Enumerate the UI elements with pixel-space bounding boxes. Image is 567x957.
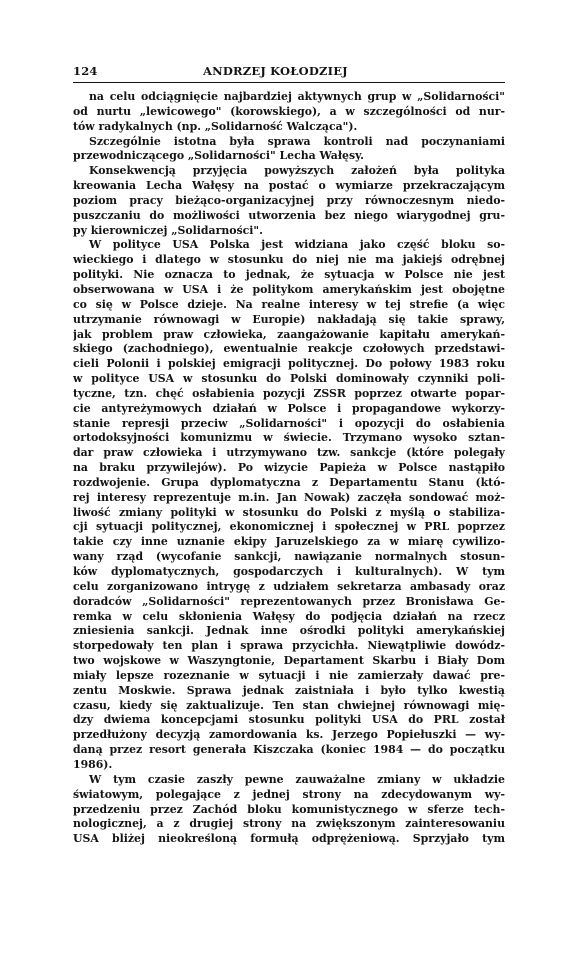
text-line: remka w celu skłonienia Wałęsy do podjęcia działań na rzecz bbox=[73, 609, 505, 623]
paragraph bbox=[73, 773, 505, 847]
text-line: puszczaniu do możliwości utworzenia bez niego wiarygodnej gru- bbox=[73, 208, 505, 222]
running-head bbox=[73, 64, 505, 83]
text-line: poziom pracy bieżąco-organizacyjnej przy równoczesnym niedo- bbox=[73, 193, 505, 207]
text-line: tyczne, tzn. chęć osłabienia pozycji ZSSR poprzez otwarte popar- bbox=[73, 386, 505, 400]
text-line: cieli Polonii i polskiej emigracji politycznej. Do połowy 1983 roku bbox=[73, 357, 505, 371]
text-line: stanie represji przeciw „Solidarności" i opozycji do osłabienia bbox=[73, 416, 505, 430]
text-line: zniesienia sankcji. Jednak inne ośrodki polityki amerykańskiej bbox=[73, 624, 505, 638]
text-line: py kierowniczej „Solidarności". bbox=[73, 223, 263, 237]
text-line: cie antyreżymowych działań w Polsce i propagandowe wykorzy- bbox=[73, 401, 505, 415]
running-head-author: ANDRZEJ KOŁODZIEJ bbox=[203, 64, 348, 78]
text-line: cji sytuacji politycznej, ekonomicznej i społecznej w PRL poprzez bbox=[73, 520, 505, 534]
text-line: dzy dwiema koncepcjami stosunku polityki USA do PRL został bbox=[73, 713, 505, 727]
text-line: wieckiego i dlatego w stosunku do niej nie ma jakiejś odrębnej bbox=[73, 253, 505, 267]
text-line: daną przez resort generała Kiszczaka (koniec 1984 — do początku bbox=[73, 743, 505, 757]
text-line: two wojskowe w Waszyngtonie, Departament Skarbu i Biały Dom bbox=[73, 654, 505, 668]
text-line: tów radykalnych (np. „Solidarność Walcząca"). bbox=[73, 119, 358, 133]
paragraph bbox=[73, 164, 505, 238]
paragraph bbox=[73, 135, 505, 165]
text-line: doradców „Solidarności" reprezentowanych przez Bronisława Ge- bbox=[73, 594, 505, 608]
paragraph bbox=[73, 90, 505, 135]
book-page bbox=[73, 64, 505, 847]
text-line: polityki. Nie oznacza to jednak, że sytuacja w Polsce nie jest bbox=[73, 268, 505, 282]
text-line: ortodoksyjności komunizmu w świecie. Trzymano wysoko sztan- bbox=[73, 431, 505, 445]
text-line: storpedowały ten plan i sprawa przycichła. Niewątpliwie dowódz- bbox=[73, 639, 505, 653]
page-number: 124 bbox=[73, 64, 98, 78]
text-line: zentu Moskwie. Sprawa jednak zaistniała i było tylko kwestią bbox=[73, 683, 505, 697]
text-line: Szczególnie istotna była sprawa kontroli nad poczynaniami bbox=[89, 134, 505, 148]
text-line: rozdwojenie. Grupa dyplomatyczna z Departamentu Stanu (któ- bbox=[73, 475, 505, 489]
text-line: w polityce USA w stosunku do Polski dominowały czynniki poli- bbox=[73, 372, 505, 386]
text-line: W polityce USA Polska jest widziana jako część bloku so- bbox=[89, 238, 505, 252]
text-line: co się w Polsce dzieje. Na realne interesy w tej strefie (a więc bbox=[73, 297, 505, 311]
text-line: przedłużony decyzją zamordowania ks. Jerzego Popiełuszki — wy- bbox=[73, 728, 505, 742]
text-line: kreowania Lecha Wałęsy na postać o wymiarze przekraczającym bbox=[73, 179, 505, 193]
text-line: przedzeniu przez Zachód bloku komunistycznego w sferze tech- bbox=[73, 802, 505, 816]
paragraph bbox=[73, 238, 505, 772]
text-line: 1986). bbox=[73, 757, 113, 771]
text-line: od nurtu „lewicowego" (korowskiego), a w szczególności od nur- bbox=[73, 104, 505, 118]
text-line: W tym czasie zaszły pewne zauważalne zmiany w układzie bbox=[89, 772, 505, 786]
text-line: celu zorganizowano intrygę z udziałem sekretarza ambasady oraz bbox=[73, 579, 505, 593]
text-line: rej interesy reprezentuje m.in. Jan Nowak) zaczęła sondować moż- bbox=[73, 490, 505, 504]
text-line: ków dyplomatycznych, gospodarczych i kulturalnych). W tym bbox=[73, 565, 505, 578]
text-line: dar praw człowieka i utrzymywano tzw. sankcje (które polegały bbox=[73, 446, 505, 460]
body-text bbox=[73, 90, 505, 847]
text-line: liwość zmiany polityki w stosunku do Polski z myślą o stabiliza- bbox=[73, 505, 505, 519]
text-line: skiego (zachodniego), ewentualnie reakcje czołowych przedstawi- bbox=[73, 342, 505, 356]
text-line: Konsekwencją przyjęcia powyższych założeń była polityka bbox=[89, 164, 505, 178]
text-line: utrzymanie równowagi w Europie) nakładają się takie sprawy, bbox=[73, 312, 505, 326]
text-line: wany rząd (wycofanie sankcji, nawiązanie normalnych stosun- bbox=[73, 550, 505, 564]
text-line: miały lepsze rozeznanie w sytuacji i nie zamierzały dawać pre- bbox=[73, 668, 505, 682]
text-line: takie czy inne uznanie ekipy Jaruzelskiego za w miarę cywilizo- bbox=[73, 535, 505, 549]
text-line: USA bliżej nieokreśloną formułą odprężeniową. Sprzyjało tym bbox=[73, 832, 505, 846]
text-line: jak problem praw człowieka, zaangażowanie kapitału amerykań- bbox=[73, 327, 505, 341]
text-line: na braku przywilejów). Po wizycie Papieża w Polsce nastąpiło bbox=[73, 461, 505, 475]
text-line: na celu odciągnięcie najbardziej aktywnych grup w „Solidarności" bbox=[89, 90, 505, 103]
text-line: przewodniczącego „Solidarności" Lecha Wałęsy. bbox=[73, 149, 364, 163]
text-line: światowym, polegające z jednej strony na zdecydowanym wy- bbox=[73, 787, 505, 801]
text-line: nologicznej, a z drugiej strony na zwiększonym zainteresowaniu bbox=[73, 817, 505, 831]
text-line: czasu, kiedy się zaktualizuje. Ten stan chwiejnej równowagi mię- bbox=[73, 698, 505, 712]
text-line: obserwowana w USA i że politykom amerykańskim jest obojętne bbox=[73, 282, 505, 296]
